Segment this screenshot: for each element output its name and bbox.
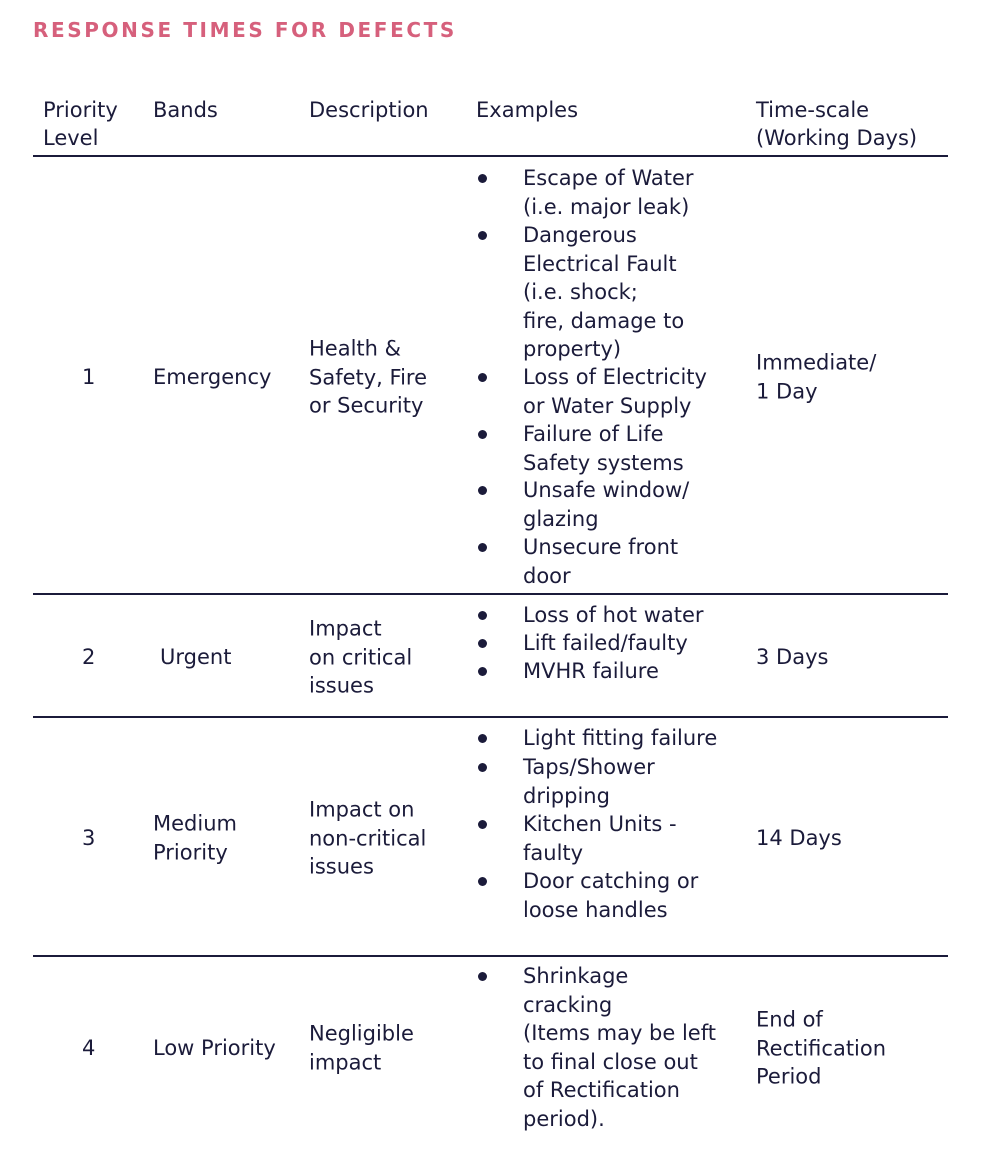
band-cell: Urgent <box>160 644 232 669</box>
bullet-icon <box>478 820 487 829</box>
header-description: Description <box>309 98 429 122</box>
priority-level-cell: 1 <box>82 364 96 389</box>
bullet-icon <box>478 639 487 648</box>
example-item: MVHR failure <box>523 659 659 683</box>
bullet-icon <box>478 486 487 495</box>
description-cell: Negligible impact <box>309 1021 414 1074</box>
priority-level-cell: 3 <box>82 825 96 850</box>
description-cell: Impact on non-critical issues <box>309 797 427 879</box>
timescale-cell: Immediate/ 1 Day <box>756 350 877 403</box>
example-item: Lift failed/faulty <box>523 631 688 655</box>
timescale-cell: End of Rectification Period <box>756 1007 887 1089</box>
example-item: Light fitting failure <box>523 726 718 750</box>
row-divider <box>33 593 948 595</box>
row-divider <box>33 955 948 957</box>
example-item: Escape of Water (i.e. major leak) <box>523 166 694 219</box>
page-title: RESPONSE TIMES FOR DEFECTS <box>33 18 457 42</box>
description-cell: Impact on critical issues <box>309 616 413 698</box>
bullet-icon <box>478 174 487 183</box>
example-item: Taps/Shower dripping <box>523 755 655 808</box>
bullet-icon <box>478 430 487 439</box>
bullet-icon <box>478 543 487 552</box>
bullet-icon <box>478 972 487 981</box>
header-examples: Examples <box>476 98 579 122</box>
timescale-cell: 3 Days <box>756 644 829 669</box>
header-priority-level: Priority Level <box>43 98 118 150</box>
bullet-icon <box>478 877 487 886</box>
timescale-cell: 14 Days <box>756 825 842 850</box>
example-item: Unsecure front door <box>523 535 679 588</box>
example-item: Door catching or loose handles <box>523 869 699 922</box>
example-item: Loss of Electricity or Water Supply <box>523 365 707 418</box>
header-divider <box>33 155 948 157</box>
example-item: Dangerous Electrical Fault (i.e. shock; fire, damage to property) <box>523 223 685 361</box>
header-timescale: Time-scale (Working Days) <box>756 98 918 150</box>
band-cell: Medium Priority <box>153 811 237 864</box>
example-item: Failure of Life Safety systems <box>523 422 684 475</box>
bullet-icon <box>478 373 487 382</box>
bullet-icon <box>478 763 487 772</box>
priority-level-cell: 2 <box>82 644 96 669</box>
priority-level-cell: 4 <box>82 1035 96 1060</box>
example-item: Unsafe window/ glazing <box>523 478 690 531</box>
band-cell: Emergency <box>153 364 272 389</box>
header-bands: Bands <box>153 98 218 122</box>
bullet-icon <box>478 231 487 240</box>
bullet-icon <box>478 611 487 620</box>
bullet-icon <box>478 734 487 743</box>
example-item: Kitchen Units - faulty <box>523 812 677 865</box>
bullet-icon <box>478 667 487 676</box>
example-item: Loss of hot water <box>523 603 704 627</box>
band-cell: Low Priority <box>153 1035 276 1060</box>
example-item: Shrinkage cracking (Items may be left to final close out of Rectification period). <box>523 964 716 1131</box>
description-cell: Health & Safety, Fire or Security <box>309 336 428 418</box>
row-divider <box>33 716 948 718</box>
